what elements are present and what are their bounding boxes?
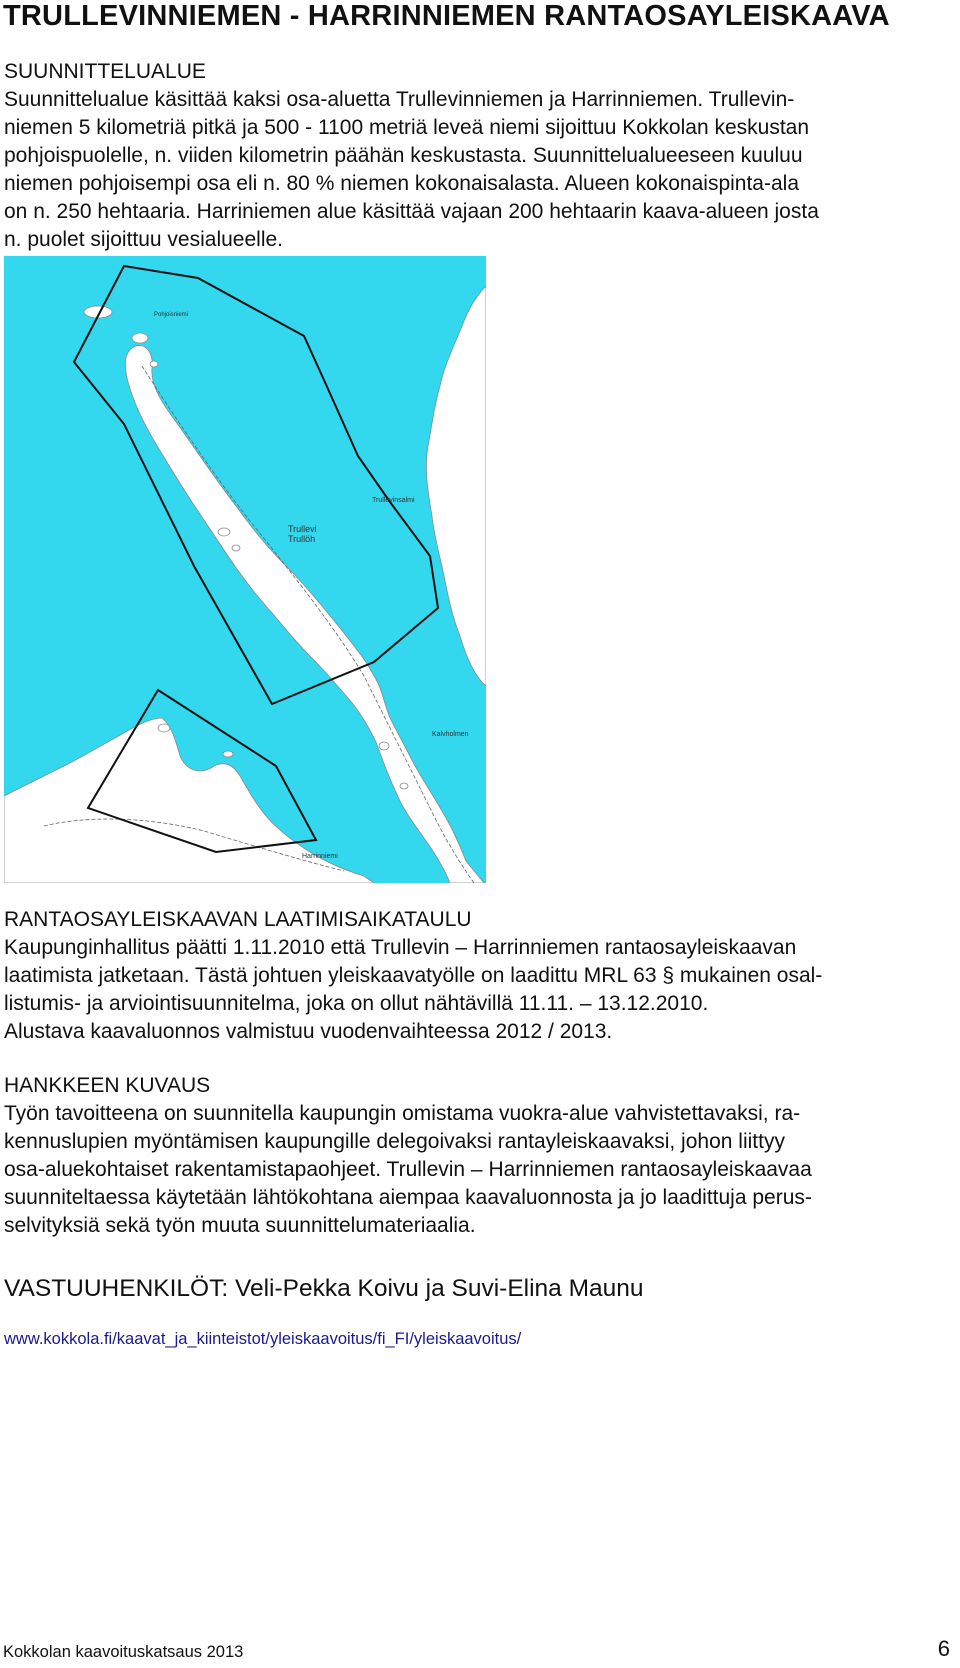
map-label-east: Trullevinsalmi xyxy=(372,497,415,504)
section-heading-project: HANKKEEN KUVAUS xyxy=(4,1074,211,1097)
schedule-text: Kaupunginhallitus päätti 1.11.2010 että Trullevin – Harrinniemen rantaosayleiskaavan laatimista jatketaan. Tästä johtuen yleiskaavatyölle on laadittu MRL 63 § mukainen osal- listumis- ja arviointisuunnitelma, joka on ollut nähtävillä 11.11. – 13.12.2010. Alustava kaavaluonnos valmistuu vuodenvaihteessa 2012 / 2013. xyxy=(4,936,823,1043)
map-label-north: Pohjoisniemi xyxy=(154,312,189,318)
section-heading-schedule: RANTAOSAYLEISKAAVAN LAATIMISAIKATAULU xyxy=(4,908,472,931)
responsible-persons: VASTUUHENKILÖT: Veli-Pekka Koivu ja Suvi-Elina Maunu xyxy=(4,1275,644,1302)
project-text: Työn tavoitteena on suunnitella kaupungin omistama vuokra-alue vahvistettavaksi, ra- kennuslupien myöntämisen kaupungille delegoivaksi rantayleiskaavaksi, johon liittyy osa-aluekohtaiset rakentamistapaohjeet. Trullevin – Harrinniemen rantaosayleiskaavaa suunniteltaessa käytetään lähtökohtana aiempaa kaavaluonnosta ja jo laadittuja perus- selvityksiä sekä työn muuta suunnittelumateriaalia. xyxy=(4,1102,812,1237)
map-label-trullevi: Trullevi xyxy=(288,524,317,534)
page-number: 6 xyxy=(937,1636,950,1661)
map-label-kalvholmen: Kalvholmen xyxy=(432,731,469,738)
planning-area-map xyxy=(4,256,486,883)
website-link[interactable]: www.kokkola.fi/kaavat_ja_kiinteistot/yleiskaavoitus/fi_FI/yleiskaavoitus/ xyxy=(4,1330,522,1348)
section-heading-planning-area: SUUNNITTELUALUE xyxy=(4,60,206,83)
map-label-south: Harrinniemi xyxy=(302,853,338,860)
footer-publication: Kokkolan kaavoituskatsaus 2013 xyxy=(3,1643,244,1661)
map-label-trullevi-sv: Trullöh xyxy=(288,534,316,544)
page-title: TRULLEVINNIEMEN - HARRINNIEMEN RANTAOSAYLEISKAAVA xyxy=(3,0,890,32)
planning-area-text: Suunnittelualue käsittää kaksi osa-aluetta Trullevinniemen ja Harrinniemen. Trullevin- niemen 5 kilometriä pitkä ja 500 - 1100 metriä leveä niemi sijoittuu Kokkolan keskustan pohjoispuolelle, n. viiden kilometrin päähän keskustasta. Suunnittelualueeseen kuuluu niemen pohjoisempi osa eli n. 80 % niemen kokonaisalasta. Alueen kokonaispinta-ala on n. 250 hehtaaria. Harriniemen alue käsittää vajaan 200 hehtaarin kaava-alueen josta n. puolet sijoittuu vesialueelle. xyxy=(4,88,819,251)
